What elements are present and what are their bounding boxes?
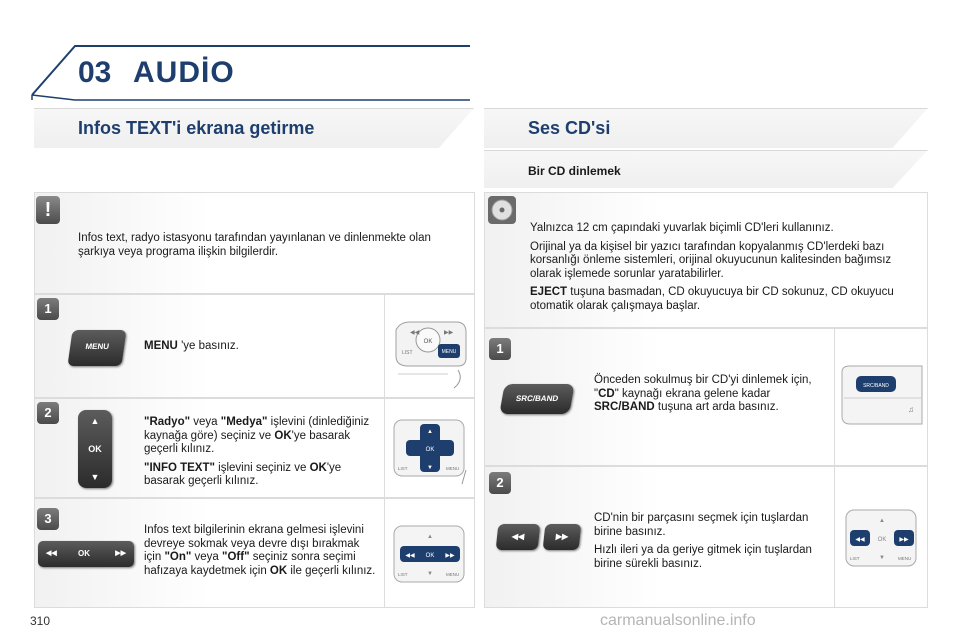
menu-label: MENU xyxy=(446,572,460,577)
ok-label: OK xyxy=(425,553,435,559)
step-badge-2: 2 xyxy=(37,402,59,424)
ffw-label: ▶▶ xyxy=(444,330,454,336)
chapter-number: 03 xyxy=(78,56,112,89)
page-number: 310 xyxy=(30,614,51,628)
menu-label: MENU xyxy=(441,349,457,355)
down-label: ▼ xyxy=(427,465,433,471)
chapter-title: AUDİO xyxy=(133,56,235,89)
right-step1-text: Önceden sokulmuş bir CD'yi dinlemek için, "CD" kaynağı ekrana gelene kadar SRC/BAND tuşuna art arda basınız. xyxy=(594,374,812,413)
right-section-title: Ses CD'si xyxy=(528,118,611,138)
right-subsection-title: Bir CD dinlemek xyxy=(528,164,621,178)
left-step2-text: "Radyo" veya "Medya" işlevini (dinlediğiniz kaynağa göre) seçiniz ve OK'ye basarak geçerli kılınız. "INFO TEXT" işlevini seçiniz ve OK'ye basarak geçerli kılınız. xyxy=(144,416,370,487)
left-section-title: Infos TEXT'i ekrana getirme xyxy=(78,118,315,138)
menu-key-icon: MENU xyxy=(67,330,126,366)
control-panel-menu-diagram xyxy=(388,300,472,392)
list-label: LIST xyxy=(398,466,408,471)
seek-ok-bar-icon xyxy=(38,541,134,567)
cd-disc-icon xyxy=(488,196,516,224)
rew-label: ◀◀ xyxy=(855,537,865,543)
ok-label: OK xyxy=(78,549,90,558)
step-badge-1: 1 xyxy=(37,298,59,320)
list-label: LIST xyxy=(850,556,860,561)
ffw-label: ▶▶ xyxy=(899,537,909,543)
down-label: ▼ xyxy=(427,571,433,577)
left-step3-text: Infos text bilgilerinin ekrana gelmesi işlevini devreye sokmak veya devre dışı bırakmak için "On" veya "Off" seçiniz sonra seçimi hafızaya kaydetmek için OK ile geçerli kılınız. xyxy=(144,524,376,577)
left-step1-text: MENU 'ye basınız. xyxy=(144,340,239,352)
src-band-label: SRC/BAND xyxy=(863,383,889,389)
watermark: carmanualsonline.info xyxy=(600,612,756,629)
step-badge-1: 1 xyxy=(489,338,511,360)
ok-joystick-icon xyxy=(78,410,112,488)
control-panel-seek-right-diagram xyxy=(842,502,922,576)
ok-label: OK xyxy=(425,447,435,453)
rewind-key-icon: ◀◀ xyxy=(496,524,541,550)
header-frame xyxy=(0,0,960,110)
right-step2-text: CD'nin bir parçasını seçmek için tuşlardan birine basınız. Hızlı ileri ya da geriye gitmek için tuşlardan birine sürekli basınız. xyxy=(594,512,812,570)
up-label: ▲ xyxy=(879,518,885,524)
down-label: ▼ xyxy=(879,555,885,561)
list-label: LIST xyxy=(398,572,408,577)
list-label: LIST xyxy=(402,350,413,356)
ok-label: OK xyxy=(88,444,102,454)
ffw-label: ▶▶ xyxy=(445,553,455,559)
src-band-key-icon: SRC/BAND xyxy=(499,384,574,414)
menu-label: MENU xyxy=(898,556,912,561)
up-arrow-icon: ▲ xyxy=(90,416,100,426)
step-badge-2: 2 xyxy=(489,472,511,494)
up-label: ▲ xyxy=(427,534,433,540)
src-band-panel-diagram xyxy=(838,364,924,428)
right-info-text: Yalnızca 12 cm çapındaki yuvarlak biçimli CD'leri kullanınız. Orijinal ya da kişisel bir yazıcı tarafından kopyalanmış CD'lerdeki bazı korsanlığı önleme sistemleri, orijinal okuyucunun kalitesinden bağımsız olarak işlemede sorunlar yaratabilirler. EJECT tuşuna basmadan, CD okuyucuya bir CD sokunuz, CD okuyucu otomatik olarak çalışmaya başlar. xyxy=(530,222,894,312)
rewind-icon: ◀◀ xyxy=(46,550,57,557)
step-badge-3: 3 xyxy=(37,508,59,530)
control-panel-seek-diagram xyxy=(390,518,470,592)
down-arrow-icon: ▼ xyxy=(90,472,100,482)
up-label: ▲ xyxy=(427,429,433,435)
left-info-text: Infos text, radyo istasyonu tarafından yayınlanan ve dinlenmekte olan şarkıya veya programa ilişkin bilgilerdir. xyxy=(78,232,431,258)
menu-label: MENU xyxy=(446,466,460,471)
fast-forward-key-icon: ▶▶ xyxy=(543,524,582,550)
fast-forward-icon: ▶▶ xyxy=(115,550,126,557)
control-panel-ok-diagram xyxy=(390,412,470,486)
music-note-icon: ♫ xyxy=(908,405,914,414)
rew-label: ◀◀ xyxy=(410,330,420,336)
ok-label: OK xyxy=(877,537,887,543)
ok-label: OK xyxy=(423,339,433,345)
rew-label: ◀◀ xyxy=(405,553,415,559)
warning-icon: ! xyxy=(36,196,60,224)
